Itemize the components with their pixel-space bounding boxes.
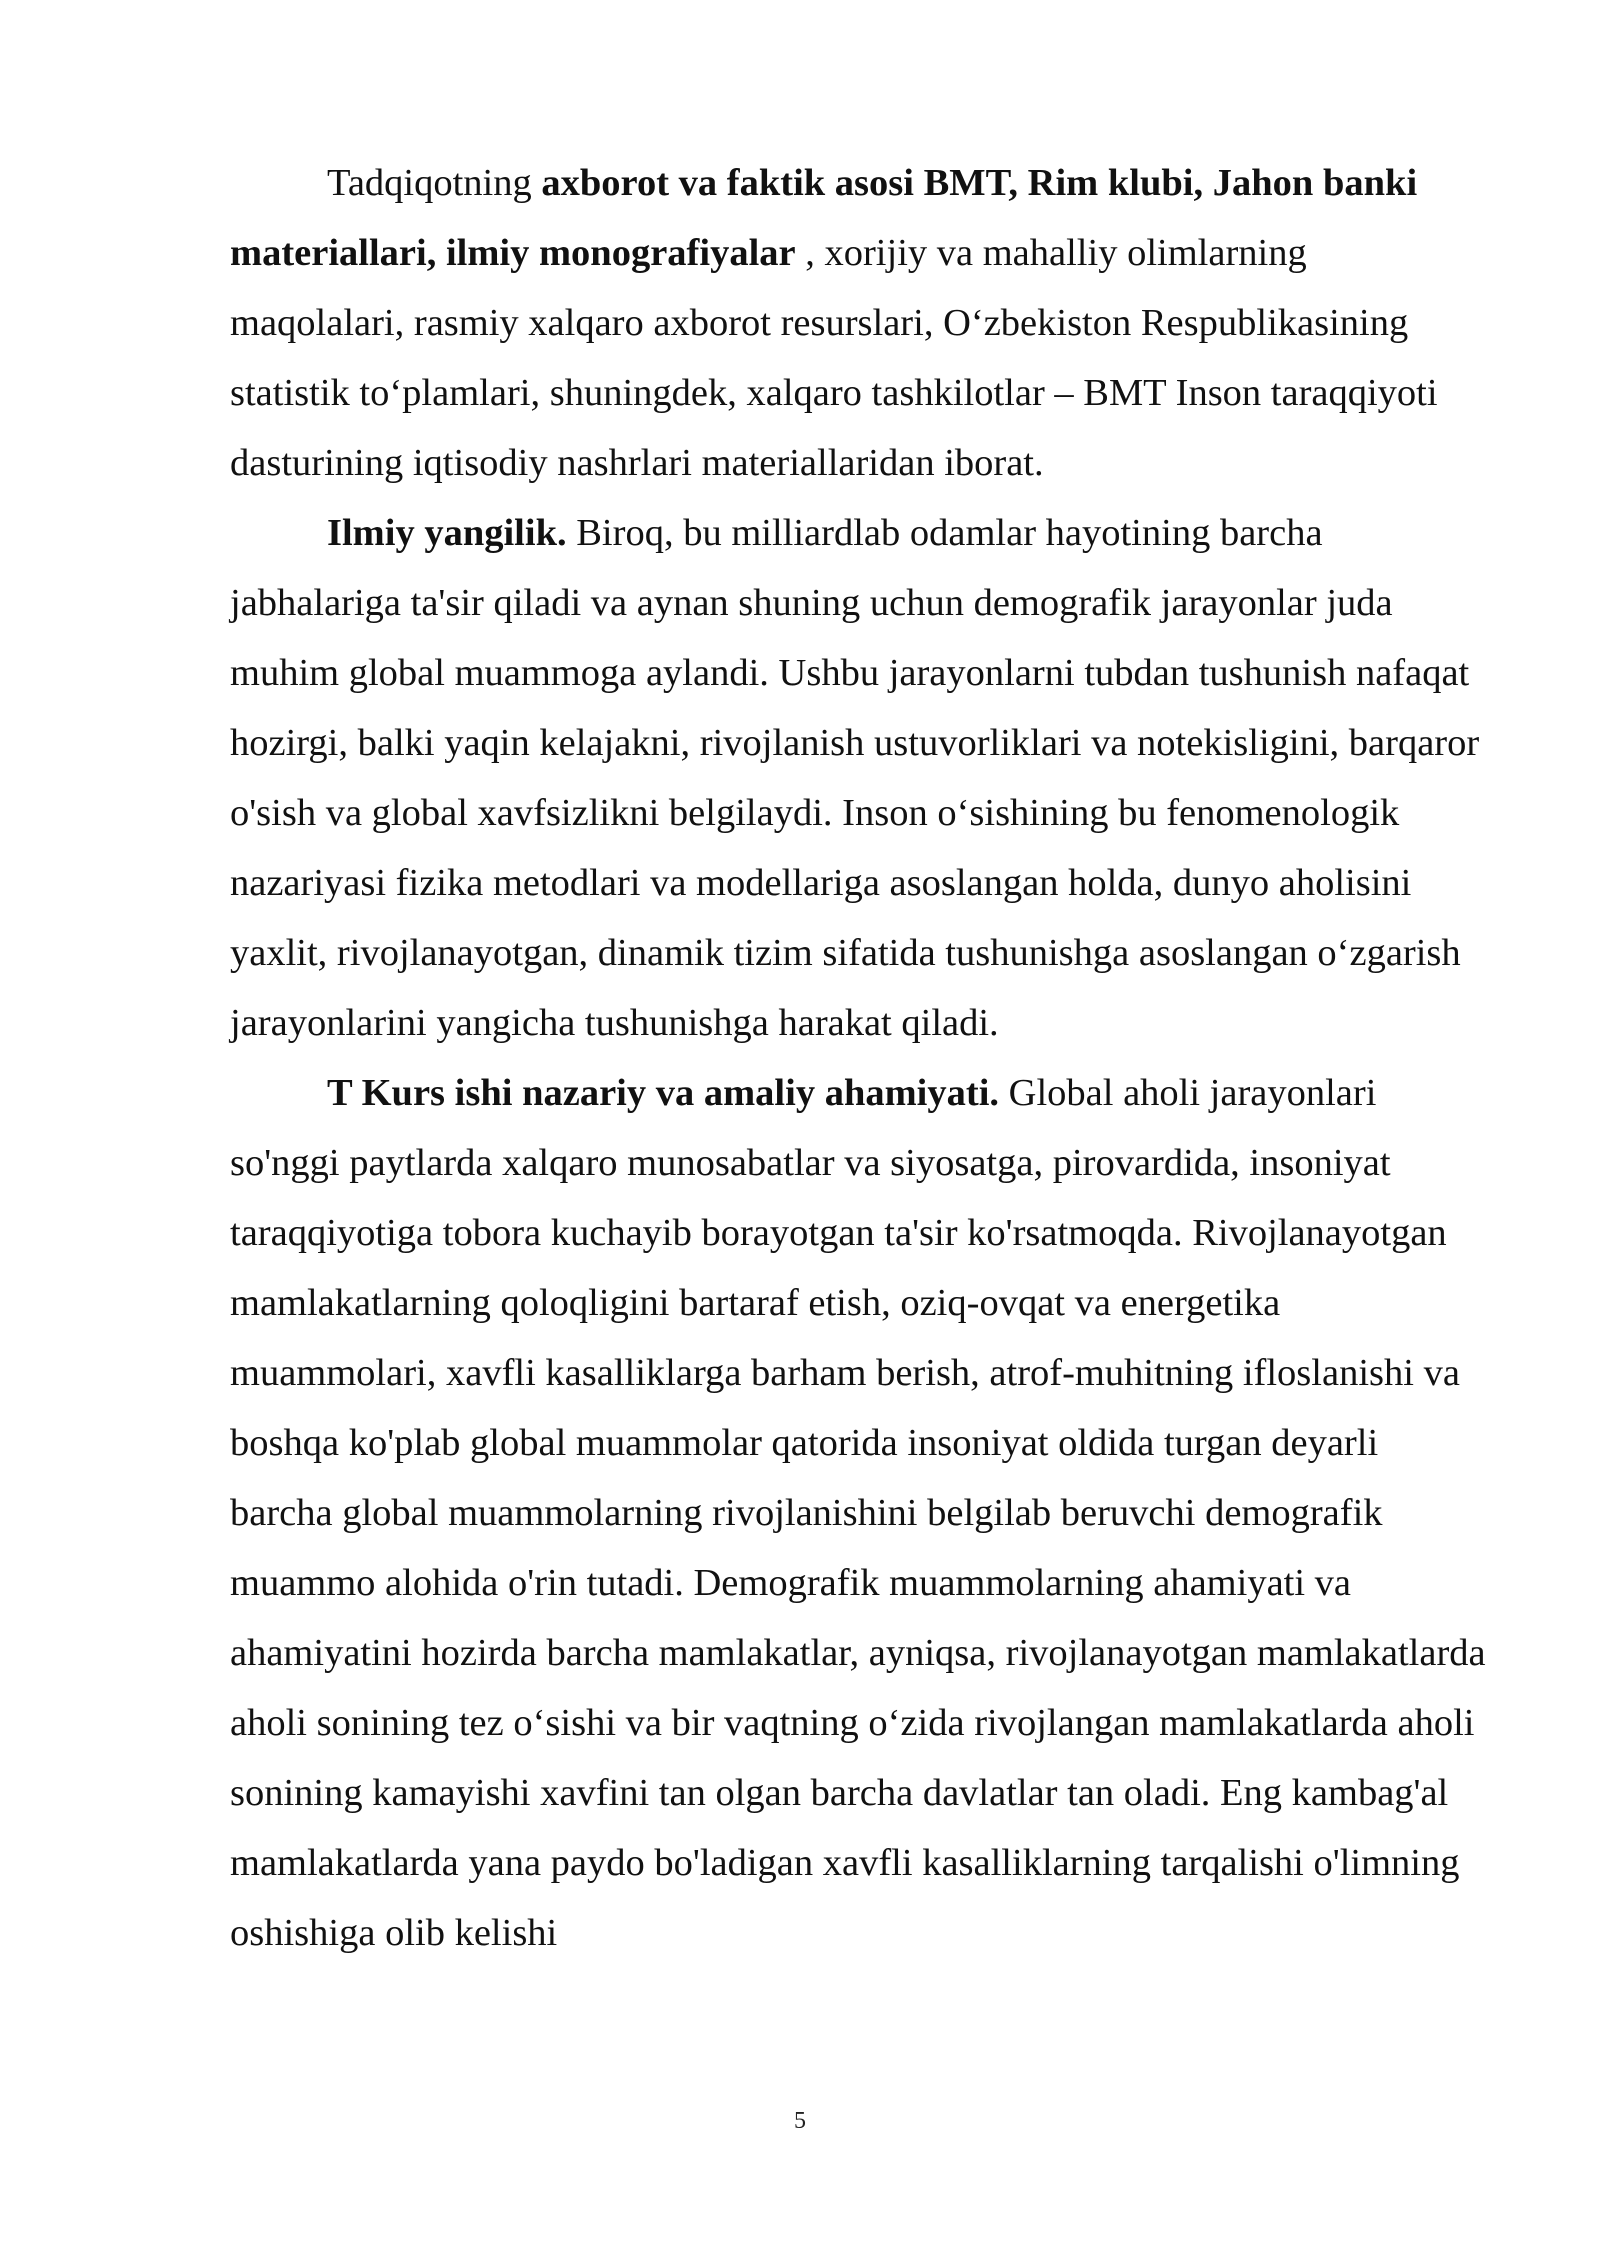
paragraph-body-text: Biroq, bu milliardlab odamlar hayotining barcha jabhalariga ta'sir qiladi va aynan shuning uchun demografik jarayonlar juda muhim global muammoga aylandi. Ushbu jarayonlarni tubdan tushunish nafaqat hozirgi, balki yaqin kelajakni, rivojlanish ustuvorliklari va notekisligini, barqaror o'sish va global xavfsizlikni belgilaydi. Inson o‘sishining bu fenomenologik nazariyasi fizika metodlari va modellariga asoslangan holda, dunyo aholisini yaxlit, rivojlanayotgan, dinamik tizim sifatida tushunishga asoslangan o‘zgarish jarayonlarini yangicha tushunishga harakat qiladi.: [230, 512, 1480, 1044]
paragraph-information-basis: [230, 148, 1490, 498]
paragraph-bold-phrase: axborot va faktik asosi BMT, Rim klubi, Jahon banki materiallari, ilmiy monografiyalar: [230, 162, 1418, 274]
paragraph-body-text: Global aholi jarayonlari so'nggi paytlarda xalqaro munosabatlar va siyosatga, pirovardida, insoniyat taraqqiyotiga tobora kuchayib borayotgan ta'sir ko'rsatmoqda. Rivojlanayotgan mamlakatlarning qoloqligini bartaraf etish, oziq-ovqat va energetika muammolari, xavfli kasalliklarga barham berish, atrof-muhitning ifloslanishi va boshqa ko'plab global muammolar qatorida insoniyat oldida turgan deyarli barcha global muammolarning rivojlanishini belgilab beruvchi demografik muammo alohida o'rin tutadi. Demografik muammolarning ahamiyati va ahamiyatini hozirda barcha mamlakatlar, ayniqsa, rivojlanayotgan mamlakatlarda aholi sonining tez o‘sishi va bir vaqtning o‘zida rivojlangan mamlakatlarda aholi sonining kamayishi xavfini tan olgan barcha davlatlar tan oladi. Eng kambag'al mamlakatlarda yana paydo bo'ladigan xavfli kasalliklarning tarqalishi o'limning oshishiga olib kelishi: [230, 1072, 1486, 1954]
page-number: 5: [794, 2108, 806, 2134]
paragraph-lead-text: Tadqiqotning: [327, 162, 542, 204]
paragraph-practical-significance: [230, 1058, 1490, 1968]
paragraph-body-text: , xorijiy va mahalliy olimlarning maqolalari, rasmiy xalqaro axborot resurslari, O‘zbekiston Respublikasining statistik to‘plamlari, shuningdek, xalqaro tashkilotlar – BMT Inson taraqqiyoti dasturining iqtisodiy nashrlari materiallaridan iborat.: [230, 232, 1438, 484]
paragraph-heading: T Kurs ishi nazariy va amaliy ahamiyati.: [327, 1072, 1000, 1114]
paragraph-heading: Ilmiy yangilik.: [327, 512, 567, 554]
body-text: [230, 148, 1490, 1968]
paragraph-scientific-novelty: [230, 498, 1490, 1058]
